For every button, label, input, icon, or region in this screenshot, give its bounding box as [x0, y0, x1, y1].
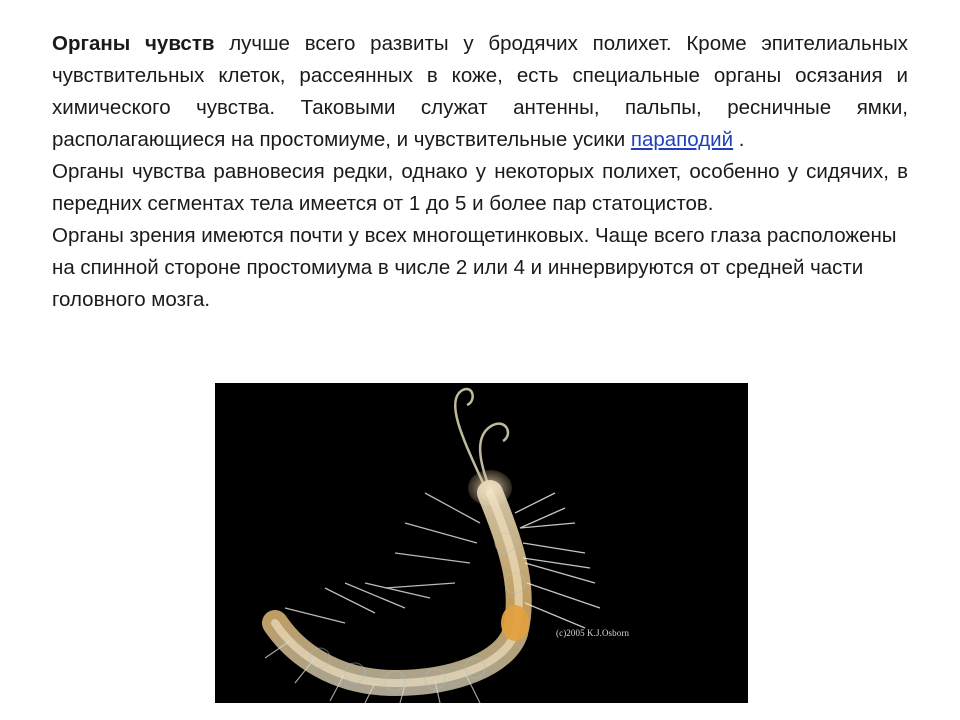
bold-term: Органы чувств: [52, 32, 215, 55]
polychaete-illustration: [215, 383, 748, 703]
paragraph-text: лучше всего развиты у бродячих полихет. Кроме эпителиальных чувствительных клеток, рассеянных в коже, есть специальные органы осязания и химического чувства. Таковыми служат антенны, пальпы, ресничные ямки, располагающиеся на простомиуме, и чувствительные усики: [52, 32, 908, 151]
paragraph-balance-organs: Органы чувства равновесия редки, однако у некоторых полихет, особенно у сидячих, в передних сегментах тела имеется от 1 до 5 и более пар статоцистов.: [52, 160, 908, 215]
slide-text: [52, 28, 908, 316]
paragraph-sense-organs: [52, 28, 908, 156]
paragraph-vision-organs: Органы зрения имеются почти у всех многощетинковых. Чаще всего глаза расположены на спинной стороне простомиума в числе 2 или 4 и иннервируются от средней части головного мозга.: [52, 224, 897, 311]
photo-credit: (c)2005 K.J.Osborn: [556, 628, 630, 638]
paragraph-text-end: .: [733, 128, 745, 151]
parapodia-link[interactable]: параподий: [630, 128, 734, 151]
polychaete-photo: [215, 383, 748, 703]
